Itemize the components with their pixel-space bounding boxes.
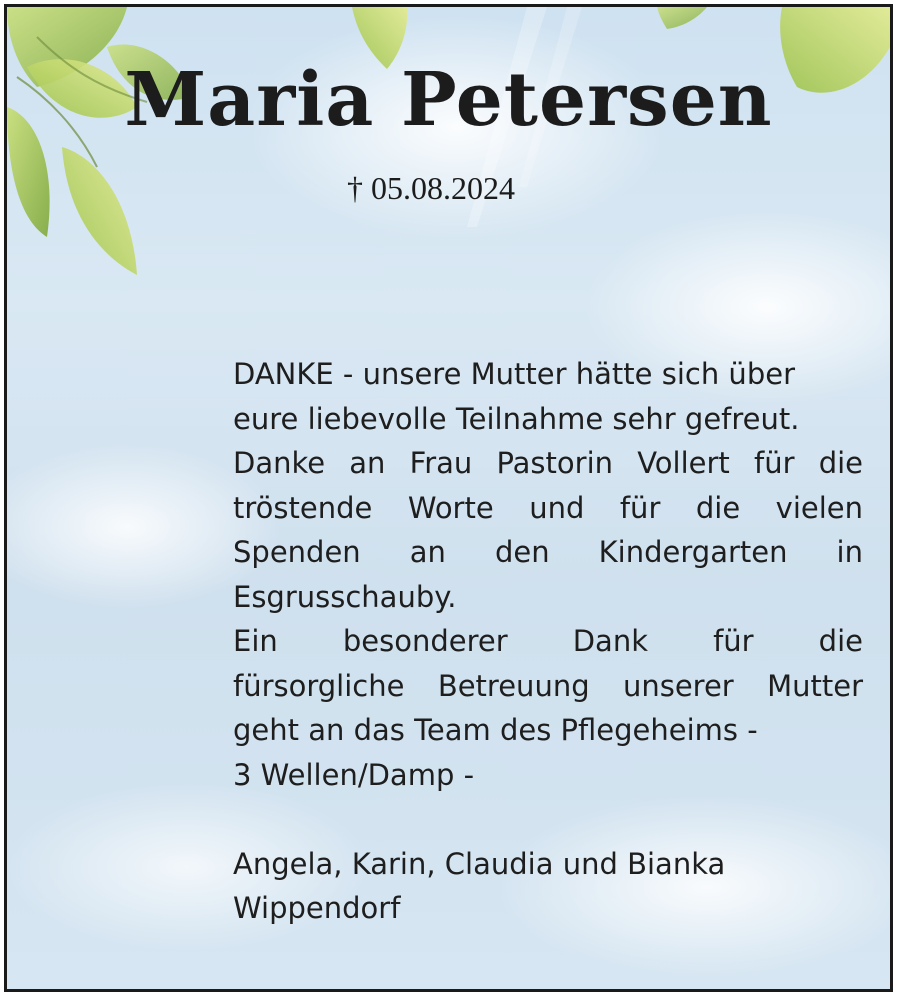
death-date: † 05.08.2024 [347, 170, 515, 206]
message-line: fürsorgliche Betreuung unserer Mutter [233, 668, 863, 703]
message-line: geht an das Team des Pflegeheims - [233, 713, 758, 747]
message-line: Danke an Frau Pastorin Vollert für die [233, 446, 863, 480]
deceased-name: Maria Petersen [124, 57, 773, 143]
leaves-icon [7, 7, 890, 307]
message-line: 3 Wellen/Damp - [233, 757, 475, 792]
message-line: tröstende Worte und für die vielen [233, 490, 863, 525]
message-line: eure liebevolle Teilnahme sehr gefreut. [233, 401, 800, 436]
spacer [233, 797, 863, 842]
message-line: Ein besonderer Dank für die [233, 624, 863, 658]
message-line: DANKE - unsere Mutter hätte sich über [233, 357, 795, 391]
obituary-card [4, 4, 893, 992]
thank-you-message [233, 352, 863, 931]
signature-location: Wippendorf [233, 891, 401, 925]
signature: Angela, Karin, Claudia und Bianka [233, 846, 726, 881]
message-line: Spenden an den Kindergarten in [233, 535, 863, 569]
message-line: Esgrusschauby. [233, 579, 457, 614]
